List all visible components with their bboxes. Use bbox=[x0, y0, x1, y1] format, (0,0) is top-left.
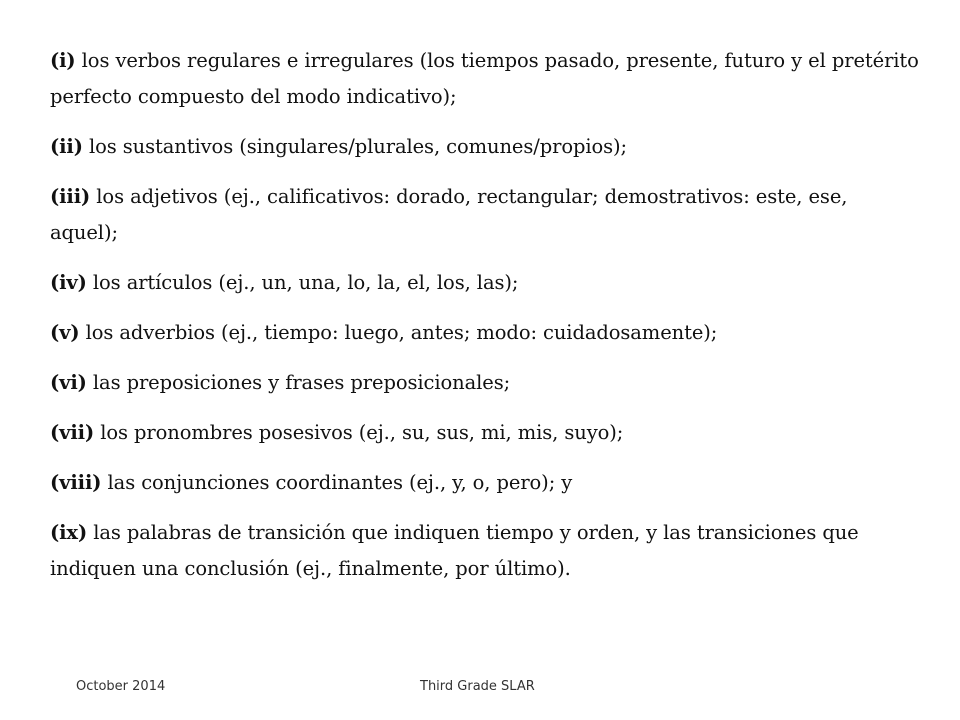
item-number: (vi) bbox=[50, 371, 87, 394]
item-number: (v) bbox=[50, 321, 80, 344]
item-number: (iv) bbox=[50, 271, 87, 294]
item-text: los pronombres posesivos (ej., su, sus, mi, mis, suyo); bbox=[100, 421, 624, 444]
list-item-ix bbox=[50, 515, 920, 587]
item-text: los adjetivos (ej., calificativos: dorado, rectangular; demostrativos: este, ese, aquel); bbox=[50, 185, 848, 244]
item-number: (ix) bbox=[50, 521, 88, 544]
item-text: los sustantivos (singulares/plurales, comunes/propios); bbox=[88, 135, 628, 158]
list-item-viii bbox=[50, 465, 920, 501]
footer-date: October 2014 bbox=[76, 679, 166, 694]
item-text: las palabras de transición que indiquen tiempo y orden, y las transiciones que indiquen una conclusión (ej., finalmente, por último). bbox=[50, 521, 859, 580]
item-text: las conjunciones coordinantes (ej., y, o, pero); y bbox=[107, 471, 573, 494]
list-item-vi bbox=[50, 365, 920, 401]
list-item-i bbox=[50, 43, 920, 115]
item-number: (i) bbox=[50, 49, 76, 72]
list-item-iv bbox=[50, 265, 920, 301]
item-number: (iii) bbox=[50, 185, 91, 208]
item-text: las preposiciones y frases preposicionales; bbox=[92, 371, 511, 394]
item-number: (viii) bbox=[50, 471, 102, 494]
item-text: los adverbios (ej., tiempo: luego, antes; modo: cuidadosamente); bbox=[85, 321, 718, 344]
list-item-v bbox=[50, 315, 920, 351]
item-text: los verbos regulares e irregulares (los tiempos pasado, presente, futuro y el pretérito perfecto compuesto del modo indicativo); bbox=[50, 49, 919, 108]
item-text: los artículos (ej., un, una, lo, la, el, los, las); bbox=[92, 271, 519, 294]
list-item-iii bbox=[50, 179, 920, 251]
item-number: (ii) bbox=[50, 135, 83, 158]
footer-course: Third Grade SLAR bbox=[420, 679, 535, 694]
list-item-vii bbox=[50, 415, 920, 451]
list-item-ii bbox=[50, 129, 920, 165]
grammar-list bbox=[50, 43, 920, 601]
item-number: (vii) bbox=[50, 421, 95, 444]
